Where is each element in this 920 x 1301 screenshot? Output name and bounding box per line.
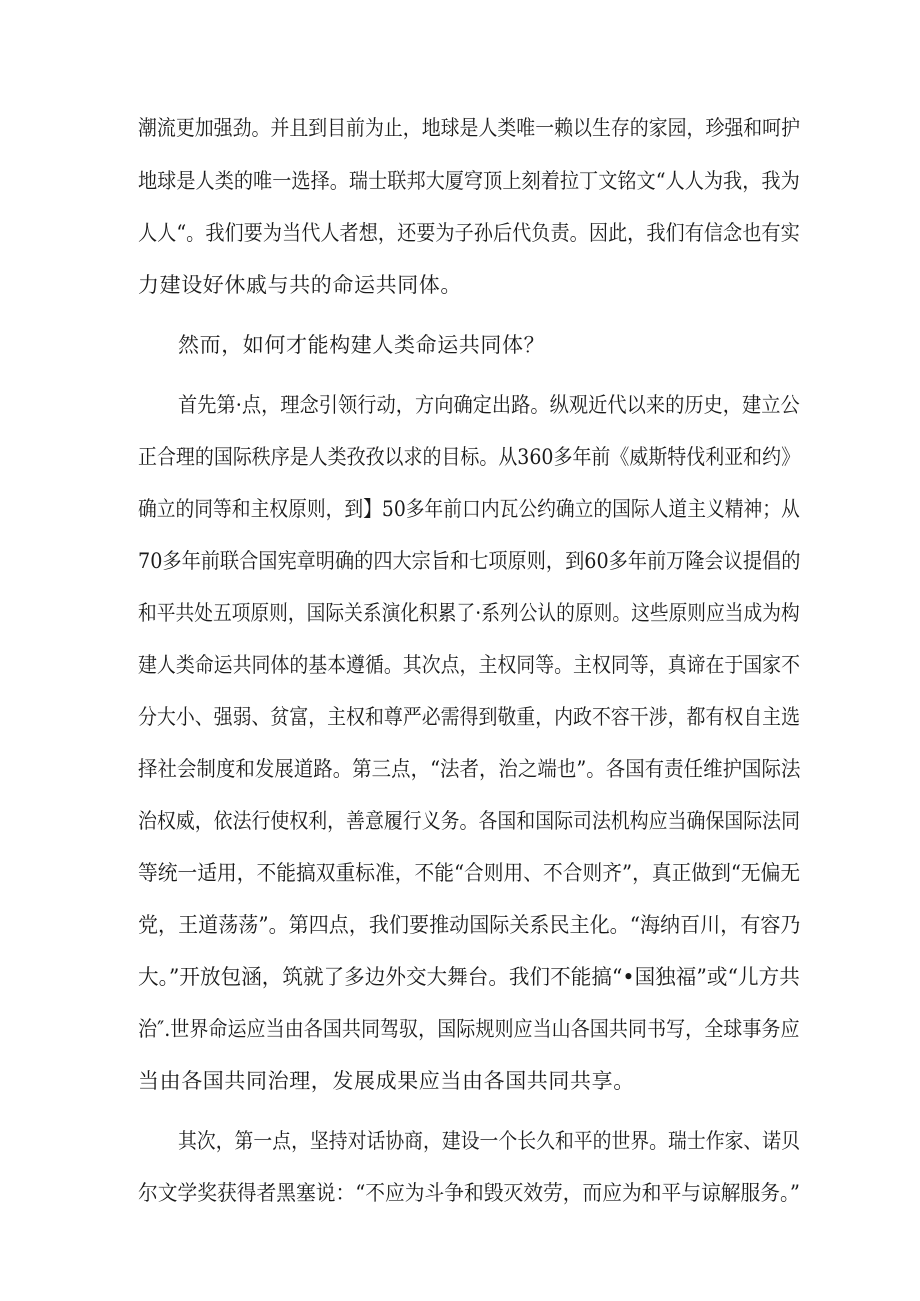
text-line: 其次，第一点，坚持对话协商，建设一个长久和平的世界。瑞士作家、诺贝 [178,1129,800,1153]
text-line: 当由各国共同治理，发展成果应当由各国共同共享。 [138,1069,635,1093]
text-line: 正合理的国际秩序是人类孜孜以求的目标。从360多年前《威斯特伐利亚和约》 [138,445,801,469]
text-line: 然而，如何才能构建人类命运共同体？ [178,333,546,357]
text-line: 大。”开放包涵，筑就了多边外交大舞台。我们不能搞“•国独福”或“儿方共 [138,965,800,989]
text-line: 确立的同等和主权原则，到】50多年前口内瓦公约确立的国际人道主义精神；从 [138,497,800,521]
text-line: 治″.世界命运应当由各国共同驾驭，国际规则应当山各国共同书写，全球事务应 [138,1017,800,1041]
text-line: 治权威，依法行使权利，善意履行义务。各国和国际司法机构应当确保国际法同 [138,809,801,833]
text-line: 尔文学奖获得者黑塞说：“不应为斗争和毁灭效劳，而应为和平与谅解服务。” [138,1181,800,1205]
text-line: 择社会制度和发展道路。第三点，“法者，治之端也”。各国有责任维护国际法 [138,757,801,781]
text-line: 70多年前联合国宪章明确的四大宗旨和七项原则，到60多年前万隆会议提倡的 [138,549,801,573]
text-line: 潮流更加强劲。并且到目前为止，地球是人类唯一赖以生存的家园，珍强和呵护 [138,116,801,140]
text-line: 力建设好休戚与共的命运共同体。 [138,273,462,297]
text-line: 首先第·点，理念引领行动，方向确定出路。纵观近代以来的历史，建立公 [178,393,800,417]
text-line: 和平共处五项原则，国际关系演化积累了·系列公认的原则。这些原则应当成为构 [138,601,800,625]
text-line: 等统一适用，不能搞双重标准，不能“合则用、不合则齐”，真正做到“无偏无 [138,861,801,885]
text-line: 建人类命运共同体的基本遵循。其次点，主权同等。主权同等，真谛在于国家不 [138,653,801,677]
text-line: 人人“。我们要为当代人者想，还要为子孙后代负责。因此，我们有信念也有实 [138,221,800,245]
text-line: 分大小、强弱、贫富，主权和尊严必需得到敬重，内政不容干涉，都有权自主选 [138,705,801,729]
text-line: 地球是人类的唯一选择。瑞士联邦大厦穹顶上刻着拉丁文铭文“人人为我，我为 [138,169,800,193]
text-line: 党，王道荡荡”。第四点，我们要推动国际关系民主化。“海纳百川，有容乃 [138,913,801,937]
